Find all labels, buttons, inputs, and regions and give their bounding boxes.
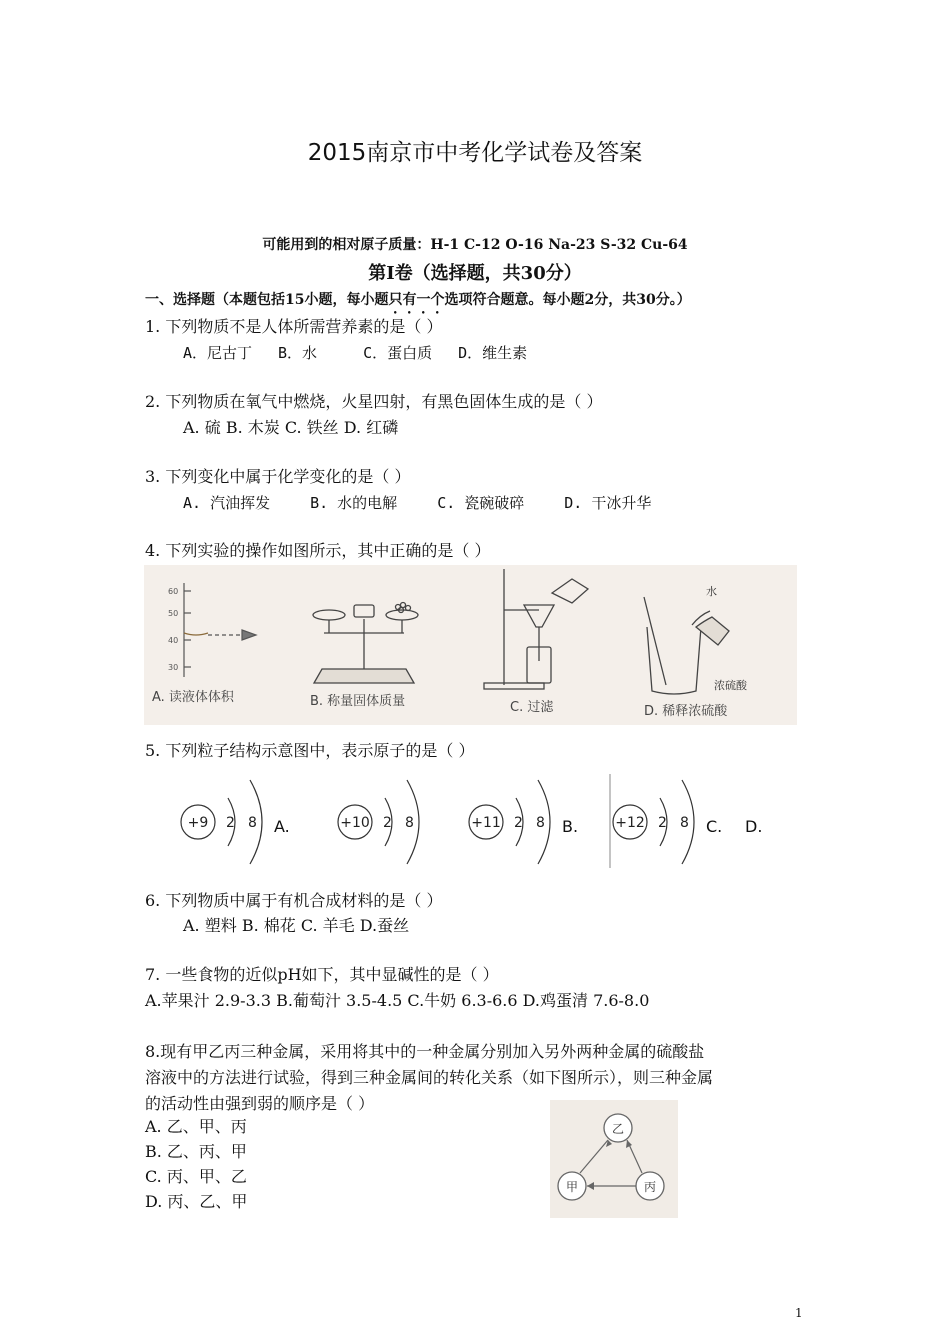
page-title: 2015南京市中考化学试卷及答案 [307, 140, 643, 166]
question-6-options: A. 塑料 B. 棉花 C. 羊毛 D.蚕丝 [183, 916, 410, 935]
q8-stem-line-1: 8.现有甲乙丙三种金属，采用将其中的一种金属分别加入另外两种金属的硫酸盐 [145, 1042, 705, 1061]
question-2-options: A. 硫 B. 木炭 C. 铁丝 D. 红磷 [183, 418, 399, 437]
atom-option-label: C. [706, 817, 723, 836]
question-3-options [183, 492, 691, 514]
q8-stem-line-2: 溶液中的方法进行试验，得到三种金属间的转化关系（如下图所示），则三种金属 [145, 1068, 714, 1087]
lab-operations-figure [144, 565, 797, 725]
filtration-illustration [484, 569, 588, 689]
q8-option-b: B. 乙、丙、甲 [145, 1142, 247, 1161]
metal-conversion-figure [550, 1100, 678, 1218]
section-heading-after: 选项符合题意。每小题2分，共30分。） [444, 292, 691, 308]
q3-option-b: B. 水的电解 [310, 494, 398, 512]
atom-option-label: A. [274, 817, 290, 836]
metal-jia: 甲 [566, 1180, 579, 1194]
acid-label: 浓硫酸 [714, 679, 747, 692]
q3-option-c: C. 瓷碗破碎 [437, 494, 525, 512]
question-8-options [145, 1114, 247, 1214]
atomic-masses: 可能用到的相对原子质量：H-1 C-12 O-16 Na-23 S-32 Cu-64 [262, 237, 688, 253]
atom-structure-diagrams [170, 772, 780, 872]
q1-option-a: A．尼古丁 [183, 344, 253, 362]
question-3-stem: 3. 下列变化中属于化学变化的是（ ） [145, 467, 411, 486]
balance-illustration [313, 603, 418, 684]
question-4-stem: 4. 下列实验的操作如图所示，其中正确的是（ ） [145, 541, 491, 560]
metal-bing: 丙 [644, 1180, 657, 1194]
part-title: 第Ⅰ卷（选择题，共30分） [368, 263, 582, 284]
q1-option-b: B．水 [278, 344, 318, 362]
tick-50: 50 [168, 609, 179, 618]
electron-count: 2 [226, 815, 235, 831]
electron-count: 8 [248, 815, 257, 831]
q3-option-d: D. 干冰升华 [564, 494, 652, 512]
tick-30: 30 [168, 663, 179, 672]
fig-label-c: C. 过滤 [510, 700, 554, 715]
question-7-stem: 7. 一些食物的近似pH如下，其中显碱性的是（ ） [145, 965, 499, 984]
nucleus-charge: +10 [340, 815, 370, 831]
nucleus-charge: +11 [471, 815, 501, 831]
metal-yi: 乙 [612, 1122, 625, 1136]
electron-count: 8 [536, 815, 545, 831]
tick-40: 40 [168, 636, 179, 645]
section-heading-emphasis: 只有一个 [388, 292, 445, 308]
q8-option-d: D. 丙、乙、甲 [145, 1192, 248, 1211]
atom-option-label: D. [745, 817, 763, 836]
electron-count: 2 [658, 815, 667, 831]
nucleus-charge: +12 [615, 815, 645, 831]
fig-label-a: A. 读液体体积 [152, 690, 234, 705]
nucleus-charge: +9 [187, 815, 209, 831]
question-5-stem: 5. 下列粒子结构示意图中，表示原子的是（ ） [145, 741, 475, 760]
q8-option-c: C. 丙、甲、乙 [145, 1167, 247, 1186]
electron-count: 2 [514, 815, 523, 831]
electron-count: 8 [405, 815, 414, 831]
q8-stem-line-3: 的活动性由强到弱的顺序是（ ） [145, 1094, 375, 1113]
page-number: 1 [795, 1306, 803, 1320]
electron-count: 8 [680, 815, 689, 831]
cylinder-reading-illustration [184, 583, 256, 677]
tick-60: 60 [168, 587, 179, 596]
question-6-stem: 6. 下列物质中属于有机合成材料的是（ ） [145, 891, 443, 910]
water-label: 水 [706, 585, 717, 598]
question-7-options: A.苹果汁 2.9-3.3 B.葡萄汁 3.5-4.5 C.牛奶 6.3-6.6 D.鸡蛋清 7.6-8.0 [145, 991, 650, 1010]
section-heading [145, 289, 691, 317]
question-2-stem: 2. 下列物质在氧气中燃烧，火星四射，有黑色固体生成的是（ ） [145, 392, 603, 411]
q1-option-d: D．维生素 [458, 344, 528, 362]
question-8-stem [145, 1039, 815, 1117]
question-1-options [183, 342, 553, 364]
q3-option-a: A. 汽油挥发 [183, 494, 271, 512]
fig-label-b: B. 称量固体质量 [310, 694, 406, 709]
q1-option-c: C．蛋白质 [363, 344, 433, 362]
fig-label-d: D. 稀释浓硫酸 [644, 704, 728, 719]
q8-option-a: A. 乙、甲、丙 [145, 1117, 247, 1136]
atom-option-label: B. [562, 817, 579, 836]
section-heading-before: 一、选择题（本题包括15小题，每小题 [145, 292, 389, 308]
electron-count: 2 [383, 815, 392, 831]
question-1-stem: 1. 下列物质不是人体所需营养素的是（ ） [145, 317, 443, 336]
